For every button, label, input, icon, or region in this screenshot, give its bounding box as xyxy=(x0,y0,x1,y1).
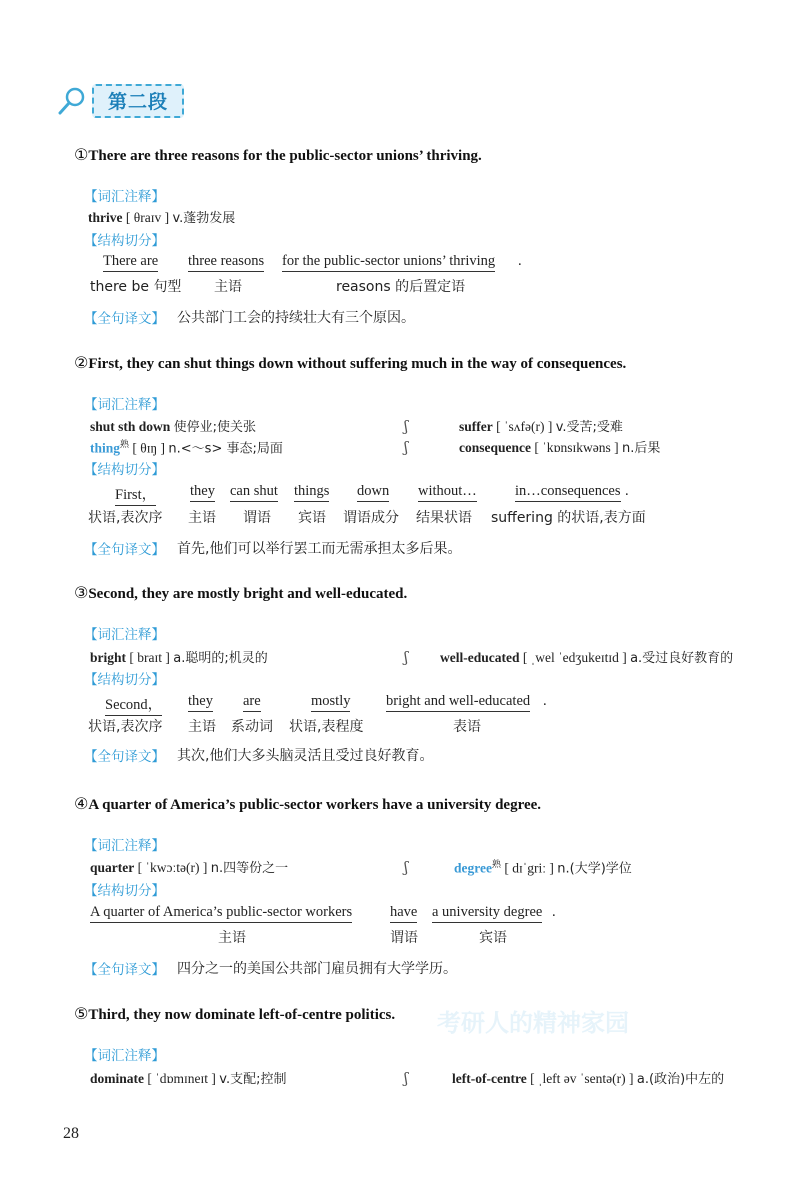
sentence-5: ⑤Third, they now dominate left-of-centre politics. xyxy=(74,1004,396,1023)
page-number: 28 xyxy=(63,1125,79,1142)
familiar-badge-icon: 熟 xyxy=(491,859,501,869)
segment: in…consequences xyxy=(515,483,621,502)
structure-label: 【结构切分】 xyxy=(84,672,165,688)
separator-icon: ʃ xyxy=(404,1069,409,1087)
translation-text: 公共部门工会的持续壮大有三个原因。 xyxy=(177,310,415,326)
role-label: reasons 的后置定语 xyxy=(336,279,466,295)
role-label: 宾语 xyxy=(298,510,326,526)
structure-label: 【结构切分】 xyxy=(84,462,165,478)
role-label: 表语 xyxy=(453,719,481,735)
role-label: 状语,表程度 xyxy=(289,719,364,735)
magnifier-icon xyxy=(58,86,86,116)
segment: can shut xyxy=(230,483,278,502)
separator-icon: ʃ xyxy=(404,417,409,435)
segment: There are xyxy=(103,253,158,272)
section-title: 第二段 xyxy=(107,91,168,113)
sentence-1: ①There are three reasons for the public-sector unions’ thriving. xyxy=(74,145,482,164)
role-label: 系动词 xyxy=(231,719,273,735)
punctuation: . xyxy=(518,253,522,269)
segment: things xyxy=(294,483,329,502)
role-label: 谓语 xyxy=(243,510,271,526)
translation-text: 四分之一的美国公共部门雇员拥有大学学历。 xyxy=(177,961,457,977)
vocab-label: 【词汇注释】 xyxy=(84,1048,165,1064)
role-label: 宾语 xyxy=(479,930,507,946)
translation-label: 【全句译文】 xyxy=(84,542,165,558)
vocab-label: 【词汇注释】 xyxy=(84,627,165,643)
sentence-4: ④A quarter of America’s public-sector workers have a university degree. xyxy=(74,794,542,813)
segment: are xyxy=(243,693,261,712)
segment: have xyxy=(390,904,417,923)
vocab-item: thrive [ θraɪv ] v.蓬勃发展 xyxy=(88,210,236,226)
role-label: 主语 xyxy=(188,719,216,735)
separator-icon: ʃ xyxy=(404,648,409,666)
segment: a university degree xyxy=(432,904,542,923)
separator-icon: ʃ xyxy=(404,858,409,876)
role-label: suffering 的状语,表方面 xyxy=(491,510,646,526)
vocab-item: left-of-centre [ ˌleft əv ˈsentə(r) ] a.(政治)中左的 xyxy=(452,1071,725,1087)
vocab-item: consequence [ ˈkɒnsɪkwəns ] n.后果 xyxy=(459,440,661,456)
translation-label: 【全句译文】 xyxy=(84,749,165,765)
role-label: 主语 xyxy=(218,930,246,946)
vocab-item: shut sth down 使停业;使关张 xyxy=(90,419,257,435)
role-label: there be 句型 xyxy=(90,279,182,295)
translation-label: 【全句译文】 xyxy=(84,311,165,327)
punctuation: . xyxy=(543,693,547,709)
vocab-item: degree$^熟$ [ dɪˈgriː ] n.(大学)学位 xyxy=(454,859,632,877)
segment: they xyxy=(190,483,215,502)
segment: without… xyxy=(418,483,477,502)
segment: A quarter of America’s public-sector workers xyxy=(90,904,352,923)
structure-label: 【结构切分】 xyxy=(84,883,165,899)
translation-text: 首先,他们可以举行罢工而无需承担太多后果。 xyxy=(177,541,462,557)
segment: down xyxy=(357,483,389,502)
segment: three reasons xyxy=(188,253,264,272)
role-label: 结果状语 xyxy=(416,510,472,526)
vocab-item: dominate [ ˈdɒmɪneɪt ] v.支配;控制 xyxy=(90,1071,287,1087)
vocab-label: 【词汇注释】 xyxy=(84,838,165,854)
translation-label: 【全句译文】 xyxy=(84,962,165,978)
vocab-item: thing$^熟$ [ θɪŋ ] n.<～s> 事态;局面 xyxy=(90,439,283,457)
role-label: 主语 xyxy=(188,510,216,526)
segment: they xyxy=(188,693,213,712)
punctuation: . xyxy=(625,483,629,499)
watermark: 考研人的精神家园 xyxy=(437,1009,629,1037)
vocab-label: 【词汇注释】 xyxy=(84,397,165,413)
role-label: 状语,表次序 xyxy=(88,510,163,526)
segment: for the public-sector unions’ thriving xyxy=(282,253,495,272)
segment: bright and well-educated xyxy=(386,693,530,712)
translation-text: 其次,他们大多头脑灵活且受过良好教育。 xyxy=(177,748,434,764)
punctuation: . xyxy=(552,904,556,920)
vocab-item: suffer [ ˈsʌfə(r) ] v.受苦;受难 xyxy=(459,419,623,435)
vocab-item: well-educated [ ˌwel ˈedʒukeɪtɪd ] a.受过良好教育的 xyxy=(440,650,734,666)
section-title-box xyxy=(92,84,184,118)
vocab-label: 【词汇注释】 xyxy=(84,189,165,205)
segment: mostly xyxy=(311,693,350,712)
role-label: 谓语 xyxy=(390,930,418,946)
familiar-badge-icon: 熟 xyxy=(120,439,130,449)
segment: First， xyxy=(115,483,156,506)
structure-label: 【结构切分】 xyxy=(84,233,165,249)
role-label: 状语,表次序 xyxy=(88,719,163,735)
role-label: 主语 xyxy=(214,279,242,295)
separator-icon: ʃ xyxy=(404,438,409,456)
role-label: 谓语成分 xyxy=(343,510,399,526)
vocab-item: bright [ braɪt ] a.聪明的;机灵的 xyxy=(90,650,268,666)
sentence-3: ③Second, they are mostly bright and well-educated. xyxy=(74,583,408,602)
sentence-2: ②First, they can shut things down without suffering much in the way of consequences. xyxy=(74,353,627,372)
vocab-item: quarter [ ˈkwɔːtə(r) ] n.四等份之一 xyxy=(90,860,289,876)
segment: Second， xyxy=(105,693,162,716)
